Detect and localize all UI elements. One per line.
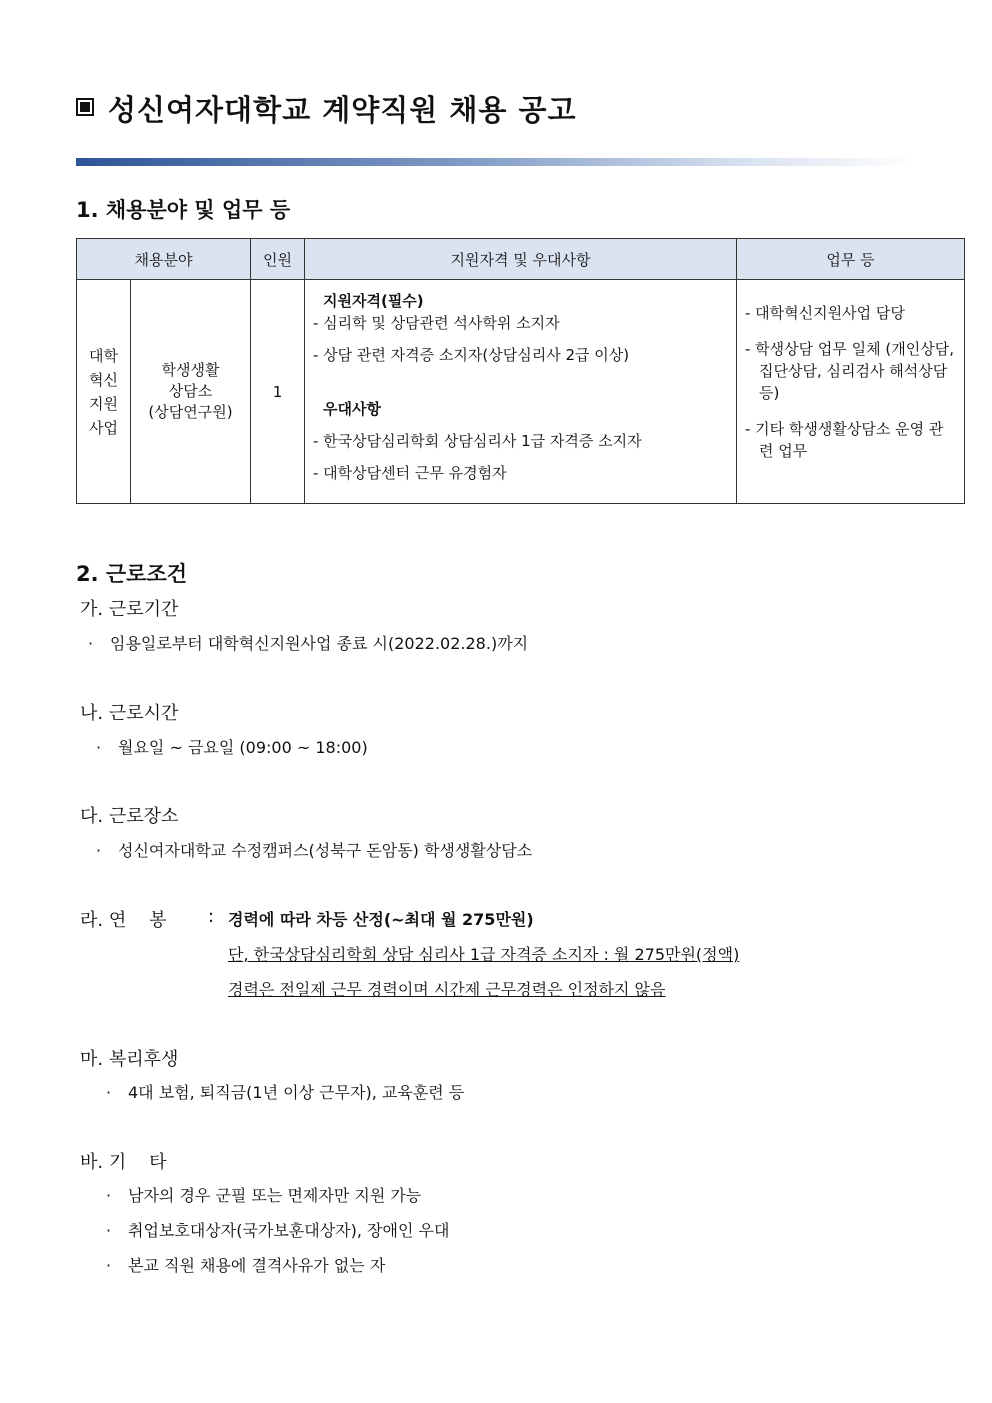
required-item: - 심리학 및 상담관련 석사학위 소지자: [313, 314, 560, 332]
section1-heading: 1. 채용분야 및 업무 등: [76, 198, 291, 222]
preferred-item: - 한국상담심리학회 상담심리사 1급 자격증 소지자: [313, 432, 642, 450]
list-item: · 임용일로부터 대학혁신지원사업 종료 시(2022.02.28.)까지: [88, 634, 529, 653]
etc-heading: 바. 기 타: [80, 1152, 167, 1173]
section2-heading: 2. 근로조건: [76, 562, 188, 586]
salary-note: 단, 한국상담심리학회 상담 심리사 1급 자격증 소지자 : 월 275만원(정액): [228, 945, 740, 964]
header-field: 채용분야: [77, 239, 251, 280]
dept-cell: 학생생활 상담소 (상담연구원): [131, 280, 251, 504]
salary-colon: :: [208, 906, 215, 927]
list-item: · 본교 직원 채용에 결격사유가 없는 자: [106, 1256, 386, 1275]
preferred-heading: 우대사항: [323, 400, 381, 418]
square-bullet-icon: [76, 98, 94, 116]
count-cell: 1: [251, 280, 305, 504]
field-cell: 대학 혁신 지원 사업: [77, 280, 131, 504]
header-duties: 업무 등: [737, 239, 965, 280]
duty-item: - 학생상담 업무 일체 (개인상담, 집단상담, 심리검사 해석상담 등): [745, 340, 954, 402]
required-item: - 상담 관련 자격증 소지자(상담심리사 2급 이상): [313, 346, 630, 364]
title-divider: [76, 158, 916, 166]
list-item: · 월요일 ~ 금요일 (09:00 ~ 18:00): [96, 738, 368, 757]
recruitment-table: [76, 238, 965, 504]
list-item: · 4대 보험, 퇴직금(1년 이상 근무자), 교육훈련 등: [106, 1083, 465, 1102]
page-title: 성신여자대학교 계약직원 채용 공고: [76, 88, 577, 129]
salary-heading: 라. 연 봉: [80, 910, 167, 931]
place-heading: 다. 근로장소: [80, 806, 179, 827]
required-heading: 지원자격(필수): [323, 292, 424, 310]
preferred-item: - 대학상담센터 근무 유경험자: [313, 464, 507, 482]
header-qualification: 지원자격 및 우대사항: [305, 239, 737, 280]
table-header-row: [77, 239, 965, 280]
header-count: 인원: [251, 239, 305, 280]
salary-main: 경력에 따라 차등 산정(~최대 월 275만원): [228, 910, 534, 929]
salary-note: 경력은 전일제 근무 경력이며 시간제 근무경력은 인정하지 않음: [228, 980, 666, 999]
list-item: · 남자의 경우 군필 또는 면제자만 지원 가능: [106, 1186, 422, 1205]
table-row: [77, 280, 965, 504]
duties-cell: [737, 280, 965, 504]
welfare-heading: 마. 복리후생: [80, 1049, 179, 1070]
duty-item: - 기타 학생생활상담소 운영 관련 업무: [745, 420, 944, 460]
list-item: · 성신여자대학교 수정캠퍼스(성북구 돈암동) 학생생활상담소: [96, 841, 533, 860]
period-heading: 가. 근로기간: [80, 599, 179, 620]
list-item: · 취업보호대상자(국가보훈대상자), 장애인 우대: [106, 1221, 450, 1240]
duty-item: - 대학혁신지원사업 담당: [745, 304, 905, 322]
qualification-cell: [305, 280, 737, 504]
hours-heading: 나. 근로시간: [80, 703, 179, 724]
